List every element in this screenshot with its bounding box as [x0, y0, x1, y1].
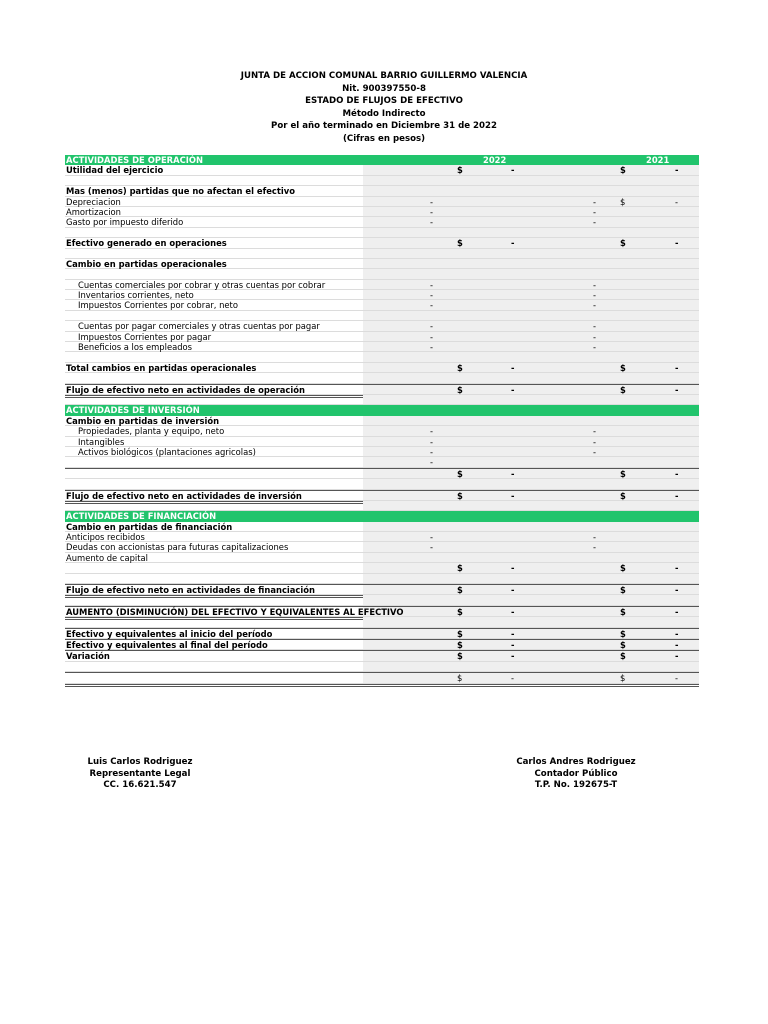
detail-2021: -: [593, 196, 597, 207]
detail-2022: -: [430, 532, 434, 543]
detail-2022: -: [430, 217, 434, 228]
currency-2021: $: [620, 490, 626, 501]
currency-2021: $: [620, 362, 626, 373]
currency-2022: $: [457, 490, 463, 501]
table-row: [65, 217, 699, 227]
blank-row: [65, 501, 699, 511]
value-2022: -: [511, 563, 515, 574]
report-method: Método Indirecto: [342, 108, 426, 119]
blank-row: [65, 228, 699, 238]
row-label: Flujo de efectivo neto en actividades de operación: [66, 384, 305, 395]
table-row: [65, 238, 699, 248]
detail-2021: -: [593, 206, 597, 217]
table-row: [65, 384, 699, 395]
table-row: [65, 468, 699, 479]
table-row: [65, 639, 699, 650]
value-2022: -: [511, 673, 515, 684]
blank-row: [65, 176, 699, 186]
table-row: [65, 332, 699, 342]
row-label: Mas (menos) partidas que no afectan el efectivo: [66, 186, 295, 197]
currency-2022: $: [457, 362, 463, 373]
section-header: [65, 511, 699, 521]
detail-2022: -: [430, 446, 434, 457]
blank-row: [65, 617, 699, 627]
currency-2022: $: [457, 468, 463, 479]
currency-2021: $: [620, 585, 626, 596]
detail-2022: -: [430, 342, 434, 353]
currency-2021: $: [620, 196, 626, 207]
value-2021: -: [675, 384, 679, 395]
detail-2021: -: [593, 321, 597, 332]
currency-2022: $: [457, 165, 463, 176]
detail-2021: -: [593, 217, 597, 228]
row-label: Cambio en partidas de financiación: [66, 521, 233, 532]
currency-2022: $: [457, 651, 463, 662]
detail-2022: -: [430, 196, 434, 207]
value-2021: -: [675, 639, 679, 650]
row-label: Intangibles: [78, 436, 125, 447]
detail-2021: -: [593, 342, 597, 353]
nit: Nit. 900397550-8: [342, 83, 426, 94]
table-row: [65, 197, 699, 207]
signature-legal-rep: [80, 757, 200, 792]
detail-2022: -: [430, 542, 434, 553]
table-row: [65, 563, 699, 573]
blank-row: [65, 352, 699, 362]
detail-2022: -: [430, 436, 434, 447]
currency-2022: $: [457, 238, 463, 249]
currency-2021: $: [620, 468, 626, 479]
section-header: [65, 405, 699, 415]
table-row: [65, 672, 699, 683]
value-2021: -: [675, 563, 679, 574]
row-label: Deudas con accionistas para futuras capitalizaciones: [66, 542, 289, 553]
detail-2022: -: [430, 321, 434, 332]
row-label: Activos biológicos (plantaciones agricolas): [78, 446, 256, 457]
blank-row: [65, 595, 699, 605]
row-label: Aumento de capital: [66, 552, 148, 563]
currency-2022: $: [457, 563, 463, 574]
table-row: [65, 300, 699, 310]
table-row: [65, 584, 699, 595]
blank-row: [65, 662, 699, 672]
value-2021: -: [675, 196, 679, 207]
detail-2021: -: [593, 426, 597, 437]
detail-2022: -: [430, 279, 434, 290]
currency-2021: $: [620, 563, 626, 574]
row-label: Cambio en partidas de inversión: [66, 415, 220, 426]
row-label: AUMENTO (DISMINUCIÓN) DEL EFECTIVO Y EQUIVALENTES AL EFECTIVO: [66, 606, 404, 617]
table-row: [65, 447, 699, 457]
blank-row: [65, 311, 699, 321]
row-label: Cuentas comerciales por cobrar y otras cuentas por cobrar: [78, 279, 326, 290]
cash-flow-table: [65, 155, 699, 684]
value-2022: -: [511, 384, 515, 395]
currency-2022: $: [457, 585, 463, 596]
value-2022: -: [511, 639, 515, 650]
row-label: Flujo de efectivo neto en actividades de inversión: [66, 490, 302, 501]
row-label: Anticipos recibidos: [66, 532, 145, 543]
value-2022: -: [511, 628, 515, 639]
row-label: ACTIVIDADES DE FINANCIACIÓN: [66, 511, 217, 522]
detail-2021: -: [593, 436, 597, 447]
table-row: [65, 342, 699, 352]
legal-rep-role: Representante Legal: [89, 768, 191, 779]
row-label: Amortizacion: [66, 206, 121, 217]
detail-2021: -: [593, 290, 597, 301]
row-label: Depreciacion: [66, 196, 121, 207]
detail-2022: -: [430, 206, 434, 217]
value-2021: -: [675, 628, 679, 639]
currency-2022: $: [457, 639, 463, 650]
accountant-id: T.P. No. 192675-T: [534, 780, 618, 790]
report-period: Por el año terminado en Diciembre 31 de 2022: [271, 121, 497, 131]
row-label: Propiedades, planta y equipo, neto: [78, 426, 225, 437]
table-row: [65, 280, 699, 290]
year-2021-header: 2021: [646, 155, 670, 165]
table-row: [65, 542, 699, 552]
table-row: [65, 553, 699, 563]
row-label: Efectivo y equivalentes al final del período: [66, 639, 268, 650]
org-name: JUNTA DE ACCION COMUNAL BARRIO GUILLERMO VALENCIA: [240, 71, 528, 81]
value-2022: -: [511, 362, 515, 373]
row-label: Utilidad del ejercicio: [66, 165, 164, 176]
table-row: [65, 321, 699, 331]
accountant-role: Contador Público: [534, 768, 618, 779]
row-label: Cambio en partidas operacionales: [66, 258, 227, 269]
blank-row: [65, 574, 699, 584]
currency-2022: $: [457, 673, 463, 684]
value-2021: -: [675, 490, 679, 501]
detail-2021: -: [593, 446, 597, 457]
currency-2021: $: [620, 238, 626, 249]
value-2021: -: [675, 468, 679, 479]
value-2021: -: [675, 362, 679, 373]
value-2022: -: [511, 651, 515, 662]
table-row: [65, 437, 699, 447]
value-2022: -: [511, 585, 515, 596]
report-title: ESTADO DE FLUJOS DE EFECTIVO: [305, 96, 463, 106]
accountant-name: Carlos Andres Rodriguez: [516, 757, 636, 767]
currency-2021: $: [620, 639, 626, 650]
table-row: [65, 290, 699, 300]
row-label: ACTIVIDADES DE OPERACIÓN: [66, 155, 203, 165]
value-2022: -: [511, 165, 515, 176]
detail-2021: -: [593, 300, 597, 311]
currency-2022: $: [457, 384, 463, 395]
blank-row: [65, 269, 699, 279]
signature-accountant: [505, 757, 647, 792]
currency-2021: $: [620, 673, 626, 684]
value-2022: -: [511, 490, 515, 501]
value-2021: -: [675, 651, 679, 662]
table-row: [65, 457, 699, 467]
report-units: (Cifras en pesos): [342, 133, 426, 144]
blank-row: [65, 395, 699, 405]
blank-row: [65, 479, 699, 489]
detail-2022: -: [430, 426, 434, 437]
table-row: [65, 606, 699, 617]
detail-2022: -: [430, 331, 434, 342]
currency-2021: $: [620, 165, 626, 176]
row-label: Gasto por impuesto diferido: [66, 217, 184, 228]
table-row: [65, 532, 699, 542]
value-2021: -: [675, 606, 679, 617]
detail-2021: -: [593, 331, 597, 342]
table-row: [65, 416, 699, 426]
blank-row: [65, 249, 699, 259]
value-2021: -: [675, 673, 679, 684]
table-row: [65, 650, 699, 661]
row-label: ACTIVIDADES DE INVERSIÓN: [66, 405, 200, 416]
currency-2021: $: [620, 628, 626, 639]
detail-2022: -: [430, 300, 434, 311]
table-row: [65, 522, 699, 532]
table-row: [65, 165, 699, 175]
table-row: [65, 628, 699, 639]
value-2022: -: [511, 238, 515, 249]
detail-2021: -: [593, 279, 597, 290]
section-header: [65, 155, 699, 165]
row-label: Total cambios en partidas operacionales: [66, 362, 257, 373]
row-label: Impuestos Corrientes por pagar: [78, 331, 212, 342]
legal-rep-id: CC. 16.621.547: [103, 780, 177, 790]
report-header: [0, 70, 768, 145]
table-row: [65, 426, 699, 436]
table-row: [65, 363, 699, 373]
row-label: Efectivo y equivalentes al inicio del período: [66, 628, 273, 639]
detail-2021: -: [593, 532, 597, 543]
row-label: Beneficios a los empleados: [78, 342, 193, 353]
blank-row: [65, 373, 699, 383]
detail-2022: -: [430, 457, 434, 468]
currency-2022: $: [457, 628, 463, 639]
gridline: [65, 683, 699, 684]
value-2021: -: [675, 585, 679, 596]
table-row: [65, 259, 699, 269]
currency-2021: $: [620, 384, 626, 395]
detail-2021: -: [593, 542, 597, 553]
table-row: [65, 490, 699, 501]
row-label: Impuestos Corrientes por cobrar, neto: [78, 300, 238, 311]
detail-2022: -: [430, 290, 434, 301]
row-label: Efectivo generado en operaciones: [66, 238, 227, 249]
row-label: Cuentas por pagar comerciales y otras cuentas por pagar: [78, 321, 320, 332]
table-row: [65, 207, 699, 217]
currency-2021: $: [620, 606, 626, 617]
value-2021: -: [675, 165, 679, 176]
currency-2021: $: [620, 651, 626, 662]
year-2022-header: 2022: [483, 155, 507, 165]
row-label: Variación: [66, 651, 110, 662]
value-2022: -: [511, 468, 515, 479]
currency-2022: $: [457, 606, 463, 617]
row-label: Flujo de efectivo neto en actividades de financiación: [66, 585, 315, 596]
value-2022: -: [511, 606, 515, 617]
table-row: [65, 186, 699, 196]
row-label: Inventarios corrientes, neto: [78, 290, 194, 301]
value-2021: -: [675, 238, 679, 249]
legal-rep-name: Luis Carlos Rodriguez: [87, 757, 193, 767]
